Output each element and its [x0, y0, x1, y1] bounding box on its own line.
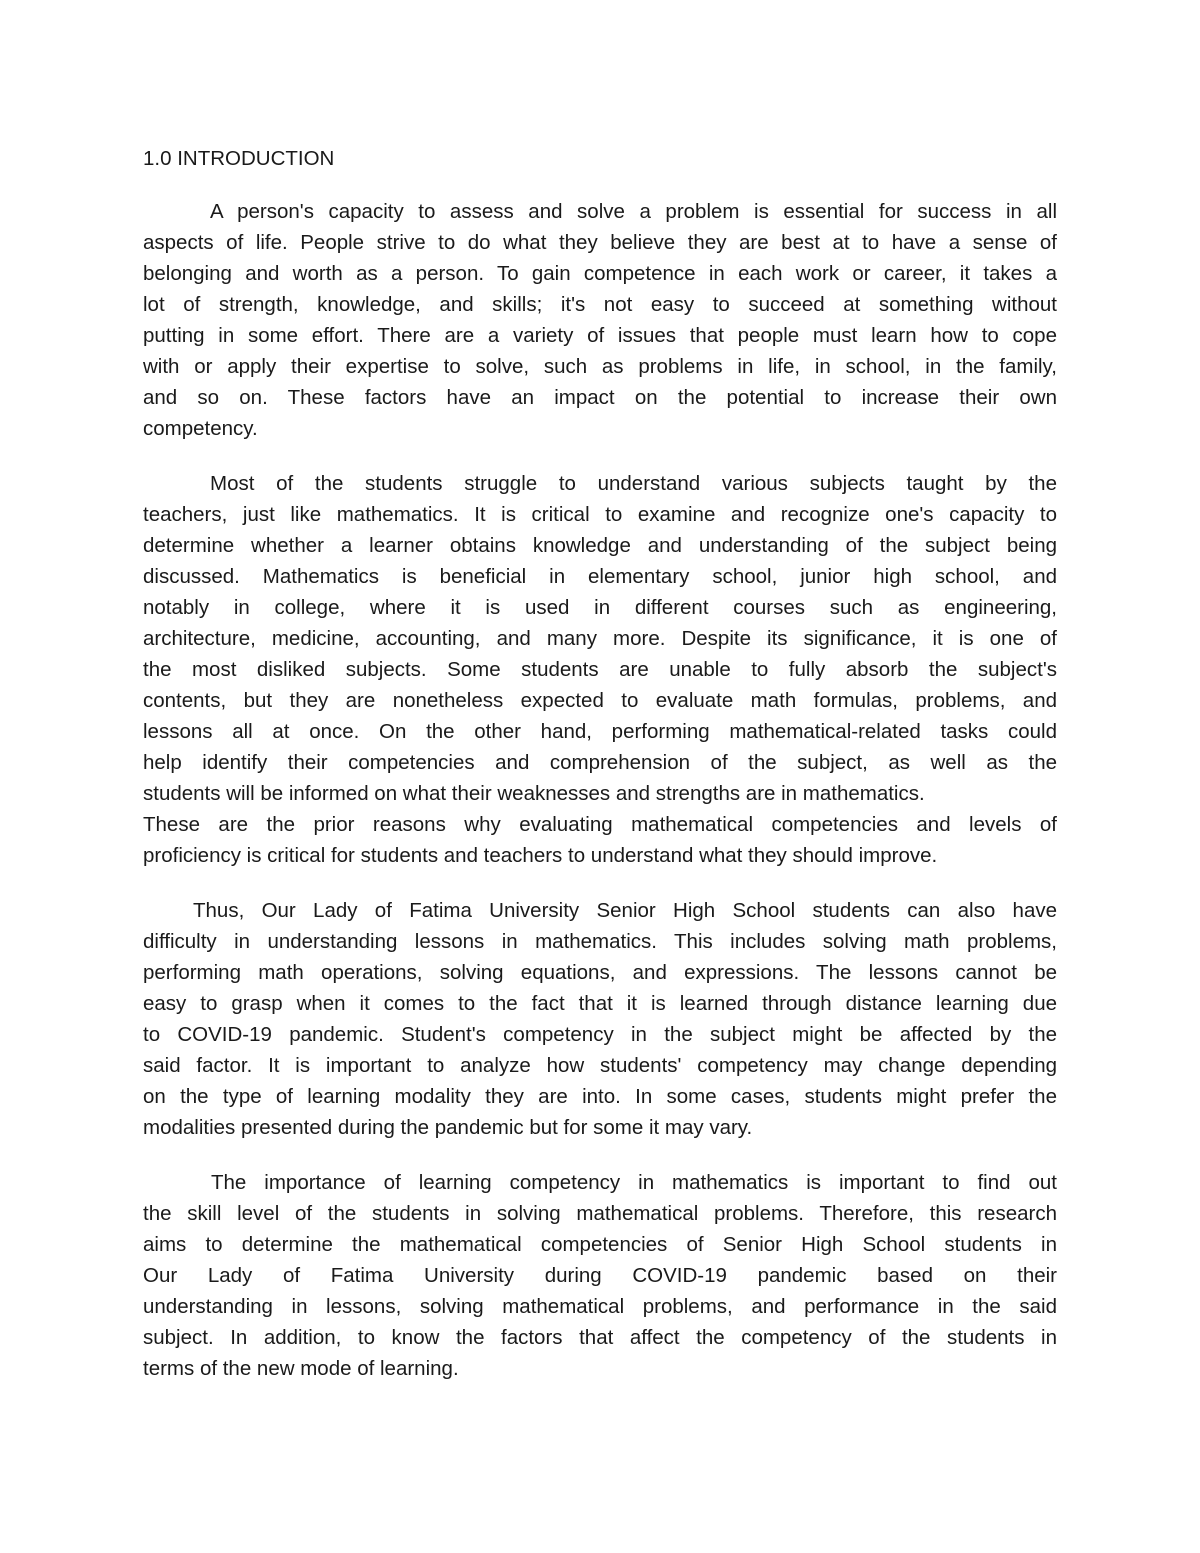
- paragraph-line: subject. In addition, to know the factors that affect the competency of the students in: [143, 1326, 1057, 1349]
- paragraph-line: on the type of learning modality they are into. In some cases, students might prefer the: [143, 1085, 1057, 1108]
- paragraph-line: discussed. Mathematics is beneficial in elementary school, junior high school, and: [143, 565, 1057, 588]
- paragraph-line: students will be informed on what their weaknesses and strengths are in mathematics.: [143, 782, 925, 805]
- paragraph-line: Thus, Our Lady of Fatima University Senior High School students can also have: [193, 899, 1057, 922]
- paragraph-line: A person's capacity to assess and solve a problem is essential for success in all: [210, 200, 1057, 223]
- paragraph-line: and so on. These factors have an impact on the potential to increase their own: [143, 386, 1057, 409]
- paragraph-line: help identify their competencies and comprehension of the subject, as well as the: [143, 751, 1057, 774]
- document-body: [143, 196, 1057, 1384]
- paragraph: [143, 196, 1057, 444]
- paragraph-line: difficulty in understanding lessons in mathematics. This includes solving math problems,: [143, 930, 1057, 953]
- section-heading: 1.0 INTRODUCTION: [143, 147, 335, 170]
- paragraph-line: the skill level of the students in solving mathematical problems. Therefore, this research: [143, 1202, 1057, 1225]
- paragraph-line: lessons all at once. On the other hand, performing mathematical-related tasks could: [143, 720, 1057, 743]
- paragraph-line: belonging and worth as a person. To gain competence in each work or career, it takes a: [143, 262, 1057, 285]
- paragraph-line: lot of strength, knowledge, and skills; it's not easy to succeed at something without: [143, 293, 1057, 316]
- paragraph-line: terms of the new mode of learning.: [143, 1357, 459, 1380]
- paragraph-line: performing math operations, solving equations, and expressions. The lessons cannot be: [143, 961, 1057, 984]
- document-page: [143, 143, 1057, 1408]
- paragraph-line: teachers, just like mathematics. It is critical to examine and recognize one's capacity to: [143, 503, 1057, 526]
- paragraph-line: Most of the students struggle to understand various subjects taught by the: [210, 472, 1057, 495]
- paragraph-line: architecture, medicine, accounting, and many more. Despite its significance, it is one of: [143, 627, 1057, 650]
- paragraph-line: competency.: [143, 417, 258, 440]
- paragraph-line: notably in college, where it is used in different courses such as engineering,: [143, 596, 1057, 619]
- paragraph-line: putting in some effort. There are a variety of issues that people must learn how to cope: [143, 324, 1057, 347]
- paragraph-line: determine whether a learner obtains knowledge and understanding of the subject being: [143, 534, 1057, 557]
- paragraph-line: easy to grasp when it comes to the fact that it is learned through distance learning due: [143, 992, 1057, 1015]
- paragraph: [143, 468, 1057, 871]
- paragraph-line: contents, but they are nonetheless expected to evaluate math formulas, problems, and: [143, 689, 1057, 712]
- paragraph: [143, 895, 1057, 1143]
- paragraph-line: to COVID-19 pandemic. Student's competency in the subject might be affected by the: [143, 1023, 1057, 1046]
- paragraph-line: Our Lady of Fatima University during COVID-19 pandemic based on their: [143, 1264, 1057, 1287]
- paragraph: [143, 1167, 1057, 1384]
- paragraph-line: aspects of life. People strive to do what they believe they are best at to have a sense of: [143, 231, 1057, 254]
- paragraph-line: The importance of learning competency in mathematics is important to find out: [211, 1171, 1057, 1194]
- paragraph-line: the most disliked subjects. Some students are unable to fully absorb the subject's: [143, 658, 1057, 681]
- paragraph-line: modalities presented during the pandemic but for some it may vary.: [143, 1116, 753, 1139]
- paragraph-line: proficiency is critical for students and teachers to understand what they should improve.: [143, 844, 938, 867]
- paragraph-line: These are the prior reasons why evaluating mathematical competencies and levels of: [143, 813, 1057, 836]
- paragraph-line: with or apply their expertise to solve, such as problems in life, in school, in the family,: [143, 355, 1057, 378]
- paragraph-line: aims to determine the mathematical competencies of Senior High School students in: [143, 1233, 1057, 1256]
- paragraph-line: said factor. It is important to analyze how students' competency may change depending: [143, 1054, 1057, 1077]
- paragraph-line: understanding in lessons, solving mathematical problems, and performance in the said: [143, 1295, 1057, 1318]
